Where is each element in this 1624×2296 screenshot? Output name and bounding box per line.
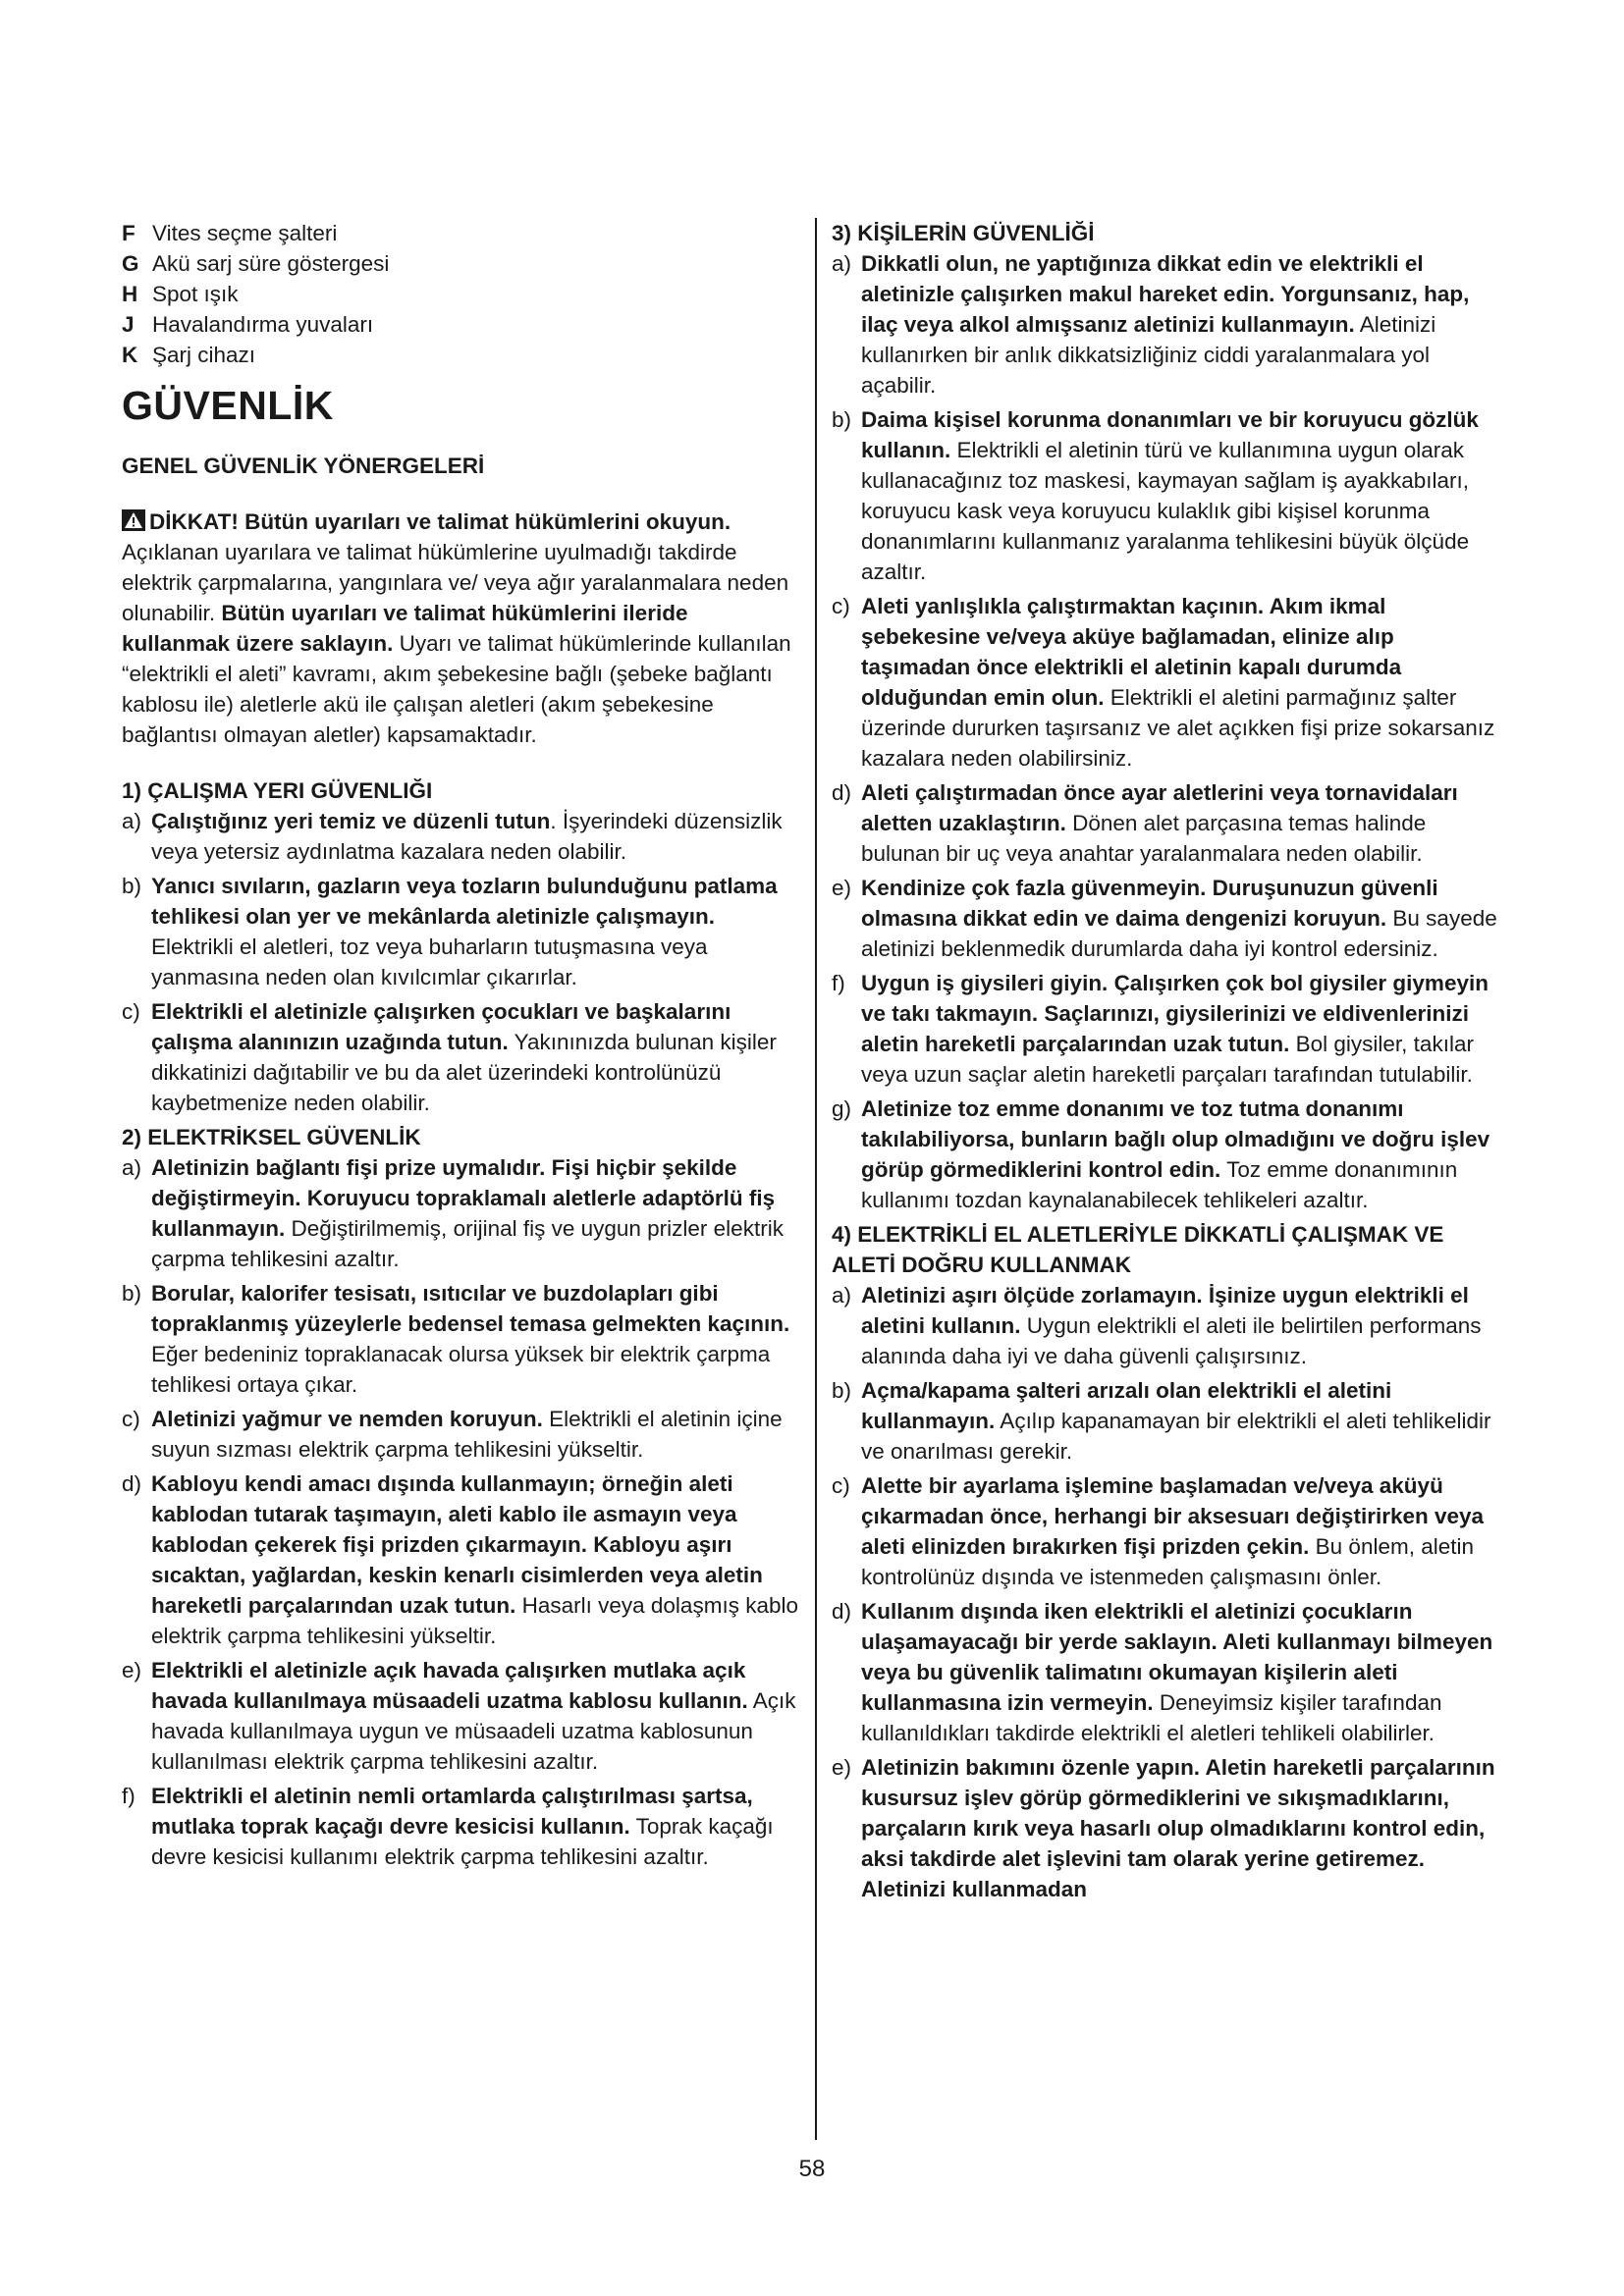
section-electrical-safety xyxy=(122,1122,799,1872)
item-bold: Dikkatli olun, ne yaptığınıza dikkat edin ve elektrikli el aletinizle çalışırken makul hareket edin. Yorgunsanız, hap, ilaç veya alkol almışsanız aletinizi kullanmayın. xyxy=(861,251,1470,337)
item-text: Açık havada kullanılmaya uygun ve müsaadeli uzatma kablosunun kullanılması elektrik çarpma tehlikesini azaltır. xyxy=(151,1688,796,1774)
item-body xyxy=(861,248,1503,400)
legend-value: Spot ışık xyxy=(152,282,239,306)
item-letter: c) xyxy=(122,1407,140,1431)
list-item xyxy=(122,1404,799,1465)
item-text: . İşyerindeki düzensizlik veya yetersiz aydınlatma kazalara neden olabilir. xyxy=(151,809,783,864)
item-body xyxy=(861,1280,1503,1371)
legend-item xyxy=(122,218,799,248)
item-bold: Aletinize toz emme donanımı ve toz tutma donanımı takılabiliyorsa, bunların bağlı olup olmadığını ve doğru işlev görüp görmediklerini kontrol edin. xyxy=(861,1096,1490,1182)
item-text: Dönen alet parçasına temas halinde bulunan bir uç veya anahtar yaralanmalara neden olabilir. xyxy=(861,811,1427,866)
warning-bold-2: Bütün uyarıları ve talimat hükümlerini ileride kullanmak üzere saklayın. xyxy=(122,601,688,656)
page-number: 58 xyxy=(798,2156,826,2182)
item-bold: Kullanım dışında iken elektrikli el aletinizi çocukların ulaşamayacağı bir yerde saklayın. Aleti kullanmayı bilmeyen veya bu güvenlik talimatını okumayan kişilerin aleti kullanmasına izin vermeyin. xyxy=(861,1599,1493,1715)
section-heading: 1) ÇALIŞMA YERI GÜVENLIĞI xyxy=(122,778,433,803)
item-bold: Alette bir ayarlama işlemine başlamadan ve/veya aküyü çıkarmadan önce, herhangi bir aksesuarı değiştirirken veya aleti elinizden bırakırken fişi prizden çekin. xyxy=(861,1473,1485,1559)
right-column xyxy=(832,218,1503,1908)
item-letter: e) xyxy=(832,1755,852,1780)
item-letter: d) xyxy=(832,1599,852,1624)
legend-key: H xyxy=(122,282,138,306)
item-bold: Aletinizin bakımını özenle yapın. Aletin hareketli parçalarının kusursuz işlev görüp görmediklerini ve sıkışmadıklarını, parçaların kırık veya hasarlı olup olmadıklarını kontrol edin, aksi takdirde alet işlevini tam olarak yerine getiremez. Aletinizi kullanmadan xyxy=(861,1755,1495,1901)
item-bold: Borular, kalorifer tesisatı, ısıtıcılar ve buzdolapları gibi topraklanmış yüzeylerle bedensel temasa gelmekten kaçının. xyxy=(151,1281,790,1336)
item-body xyxy=(151,806,799,867)
item-bold: Elektrikli el aletinin nemli ortamlarda çalıştırılması şartsa, mutlaka toprak kaçağı devre kesicisi kullanın. xyxy=(151,1784,753,1839)
item-bold: Elektrikli el aletinizle açık havada çalışırken mutlaka açık havada kullanılmaya müsaadeli uzatma kablosu kullanın. xyxy=(151,1658,748,1713)
item-letter: e) xyxy=(832,876,852,900)
item-letter: c) xyxy=(122,999,140,1024)
item-body xyxy=(151,1152,799,1274)
list-item xyxy=(122,1781,799,1872)
item-bold: Aletinizi yağmur ve nemden koruyun. xyxy=(151,1407,543,1431)
item-bold: Açma/kapama şalteri arızalı olan elektrikli el aletini kullanmayın. xyxy=(861,1378,1392,1433)
item-text: Elektrikli el aletinin içine suyun sızması elektrik çarpma tehlikesini yükseltir. xyxy=(151,1407,783,1462)
legend-value: Havalandırma yuvaları xyxy=(152,312,374,337)
legend-value: Şarj cihazı xyxy=(152,343,256,367)
item-body xyxy=(151,1468,799,1651)
list-item xyxy=(832,873,1503,964)
item-text: Uygun elektrikli el aleti ile belirtilen performans alanında daha iyi ve daha güvenli çalışırsınız. xyxy=(861,1313,1482,1368)
item-body xyxy=(861,1596,1503,1748)
item-text: Aletinizi kullanırken bir anlık dikkatsizliğiniz ciddi yaralanmalara yol açabilir. xyxy=(861,312,1436,398)
legend-item xyxy=(122,279,799,309)
column-divider xyxy=(815,218,817,2140)
legend-value: Vites seçme şalteri xyxy=(152,221,338,245)
list-item xyxy=(832,777,1503,869)
item-bold: Aleti çalıştırmadan önce ayar aletlerini veya tornavidaları aletten uzaklaştırın. xyxy=(861,780,1458,835)
item-letter: b) xyxy=(122,1281,142,1306)
item-body xyxy=(861,873,1503,964)
item-letter: g) xyxy=(832,1096,852,1121)
item-body xyxy=(151,1404,799,1465)
list-item xyxy=(832,1094,1503,1215)
item-letter: a) xyxy=(122,809,142,833)
item-text: Yakınınızda bulunan kişiler dikkatinizi dağıtabilir ve bu da alet üzerindeki kontrolünüzü kaybetmenize neden olabilir. xyxy=(151,1030,777,1115)
legend-key: J xyxy=(122,312,135,337)
item-letter: a) xyxy=(832,251,852,276)
item-bold: Yanıcı sıvıların, gazların veya tozların bulunduğunu patlama tehlikesi olan yer ve mekânlarda aletinizle çalışmayın. xyxy=(151,874,778,929)
item-text: Eğer bedeniniz topraklanacak olursa yüksek bir elektrik çarpma tehlikesi ortaya çıkar. xyxy=(151,1342,771,1397)
item-bold: Kendinize çok fazla güvenmeyin. Duruşunuzun güvenli olmasına dikkat edin ve daima dengenizi koruyun. xyxy=(861,876,1438,931)
item-text: Elektrikli el aletleri, toz veya buharların tutuşmasına veya yanmasına neden olan kıvılcımlar çıkarırlar. xyxy=(151,934,708,989)
section-heading: 3) KİŞİLERİN GÜVENLİĞİ xyxy=(832,221,1095,245)
item-letter: a) xyxy=(832,1283,852,1308)
item-body xyxy=(861,968,1503,1090)
item-bold: Elektrikli el aletinizle çalışırken çocukları ve başkalarını çalışma alanınızın uzağında tutun. xyxy=(151,999,731,1054)
item-letter: b) xyxy=(122,874,142,898)
section-title: GÜVENLİK xyxy=(122,383,334,428)
legend-key: G xyxy=(122,251,139,276)
warning-text-1: Açıklanan uyarılara ve talimat hükümlerine uyulmadığı takdirde elektrik çarpmalarına, yangınlara ve/ veya ağır yaralanmalara neden olunabilir. xyxy=(122,540,789,625)
left-column xyxy=(122,218,799,1876)
item-letter: b) xyxy=(832,1378,852,1403)
list-item xyxy=(832,1596,1503,1748)
list-item xyxy=(832,404,1503,587)
item-text: Elektrikli el aletini parmağınız şalter üzerinde dururken taşırsanız ve alet açıkken fişi prize sokarsanız kazalara neden olabilirsiniz. xyxy=(861,685,1495,771)
item-letter: f) xyxy=(122,1784,135,1808)
item-text: Hasarlı veya dolaşmış kablo elektrik çarpma tehlikesini yükseltir. xyxy=(151,1593,798,1648)
list-item xyxy=(832,1280,1503,1371)
item-text: Değiştirilmemiş, orijinal fiş ve uygun prizler elektrik çarpma tehlikesini azaltır. xyxy=(151,1216,784,1271)
warning-triangle-icon xyxy=(122,508,145,530)
item-letter: e) xyxy=(122,1658,142,1682)
legend-item xyxy=(122,340,799,370)
item-letter: c) xyxy=(832,1473,850,1498)
list-item xyxy=(122,1278,799,1400)
list-item xyxy=(832,968,1503,1090)
item-letter: a) xyxy=(122,1155,142,1180)
item-body xyxy=(151,1278,799,1400)
list-item xyxy=(832,1375,1503,1467)
section-work-area xyxy=(122,775,799,1118)
item-letter: c) xyxy=(832,594,850,618)
warning-paragraph xyxy=(122,507,799,750)
legend-key: K xyxy=(122,343,138,367)
item-body xyxy=(861,1094,1503,1215)
section-heading: 4) ELEKTRİKLİ EL ALETLERİYLE DİKKATLİ ÇALIŞMAK VE ALETİ DOĞRU KULLANMAK xyxy=(832,1222,1444,1277)
list-item xyxy=(122,996,799,1118)
item-bold: Aletinizi aşırı ölçüde zorlamayın. İşinize uygun elektrikli el aletini kullanın. xyxy=(861,1283,1469,1338)
item-text: Deneyimsiz kişiler tarafından kullanıldıkları takdirde elektrikli el aletleri tehlikeli olabilirler. xyxy=(861,1690,1442,1745)
item-letter: f) xyxy=(832,971,845,995)
list-item xyxy=(832,591,1503,774)
item-letter: b) xyxy=(832,407,852,432)
list-item xyxy=(122,871,799,992)
item-text: Toprak kaçağı devre kesicisi kullanımı elektrik çarpma tehlikesini azaltır. xyxy=(151,1814,774,1869)
item-letter: d) xyxy=(122,1471,142,1496)
legend-item xyxy=(122,248,799,279)
list-item xyxy=(832,248,1503,400)
item-bold: Aletinizin bağlantı fişi prize uymalıdır. Fişi hiçbir şekilde değiştirmeyin. Koruyucu topraklamalı aletlerle adaptörlü fiş kullanmayın. xyxy=(151,1155,776,1241)
list-item xyxy=(832,1470,1503,1592)
list-item xyxy=(832,1752,1503,1904)
item-body xyxy=(151,996,799,1118)
item-bold: Çalıştığınız yeri temiz ve düzenli tutun xyxy=(151,809,551,833)
item-text: Toz emme donanımının kullanımı tozdan kaynalanabilecek tehlikeleri azaltır. xyxy=(861,1157,1458,1212)
item-body xyxy=(861,1470,1503,1592)
legend-key: F xyxy=(122,221,135,245)
item-body xyxy=(861,591,1503,774)
list-item xyxy=(122,806,799,867)
item-body xyxy=(861,777,1503,869)
item-letter: d) xyxy=(832,780,852,805)
item-body xyxy=(151,1781,799,1872)
item-bold: Aleti yanlışlıkla çalıştırmaktan kaçının. Akım ikmal şebekesine ve/veya aküye bağlamadan, elinize alıp taşımadan önce elektrikli el aletinin kapalı durumda olduğundan emin olun. xyxy=(861,594,1402,710)
warning-text-2: Uyarı ve talimat hükümlerinde kullanılan “elektrikli el aleti” kavramı, akım şebekesine bağlı (şebeke bağlantı kablosu ile) aletlerle akü ile çalışan aletleri (akım şebekesine bağlantısı olmayan aletler) kapsamaktadır. xyxy=(122,631,791,747)
list-item xyxy=(122,1152,799,1274)
item-text: Elektrikli el aletinin türü ve kullanımına uygun olarak kullanacağınız toz maskesi, kaymayan sağlam iş ayakkabıları, koruyucu kask veya koruyucu kulaklık gibi kişisel korunma donanımlarını kullanmanız yaralanma tehlikesini büyük ölçüde azaltır. xyxy=(861,438,1470,584)
item-text: Bu önlem, aletin kontrolünüz dışında ve istenmeden çalışmasını önler. xyxy=(861,1534,1475,1589)
item-text: Bu sayede aletinizi beklenmedik durumlarda daha iyi kontrol edersiniz. xyxy=(861,906,1497,961)
item-bold: Daima kişisel korunma donanımları ve bir koruyucu gözlük kullanın. xyxy=(861,407,1479,462)
item-bold: Uygun iş giysileri giyin. Çalışırken çok bol giysiler giymeyin ve takı takmayın. Saçlarınızı, giysilerinizi ve eldivenlerinizi aletin hareketli parçalarından uzak tutun. xyxy=(861,971,1489,1056)
item-text: Bol giysiler, takılar veya uzun saçlar aletin hareketli parçaları tarafından tutulabilir. xyxy=(861,1032,1474,1087)
section-heading: 2) ELEKTRİKSEL GÜVENLİK xyxy=(122,1125,421,1149)
legend-list xyxy=(122,218,799,370)
warning-bold-1: DİKKAT! Bütün uyarıları ve talimat hükümlerini okuyun. xyxy=(149,509,731,534)
item-body xyxy=(861,1375,1503,1467)
section-subtitle: GENEL GÜVENLİK YÖNERGELERİ xyxy=(122,454,485,478)
list-item xyxy=(122,1655,799,1777)
section-tool-use xyxy=(832,1219,1503,1904)
item-bold: Kabloyu kendi amacı dışında kullanmayın; örneğin aleti kablodan tutarak taşımayın, aleti kablo ile asmayın veya kablodan çekerek fişi prizden çıkarmayın. Kabloyu aşırı sıcaktan, yağlardan, keskin kenarlı cisimlerden veya aletin hareketli parçalarından uzak tutun. xyxy=(151,1471,763,1618)
item-body xyxy=(861,404,1503,587)
item-body xyxy=(861,1752,1503,1904)
legend-item xyxy=(122,309,799,340)
item-body xyxy=(151,871,799,992)
item-text: Açılıp kapanamayan bir elektrikli el aleti tehlikelidir ve onarılması gerekir. xyxy=(861,1409,1491,1464)
list-item xyxy=(122,1468,799,1651)
legend-value: Akü sarj süre göstergesi xyxy=(152,251,390,276)
section-personal-safety xyxy=(832,218,1503,1215)
item-body xyxy=(151,1655,799,1777)
